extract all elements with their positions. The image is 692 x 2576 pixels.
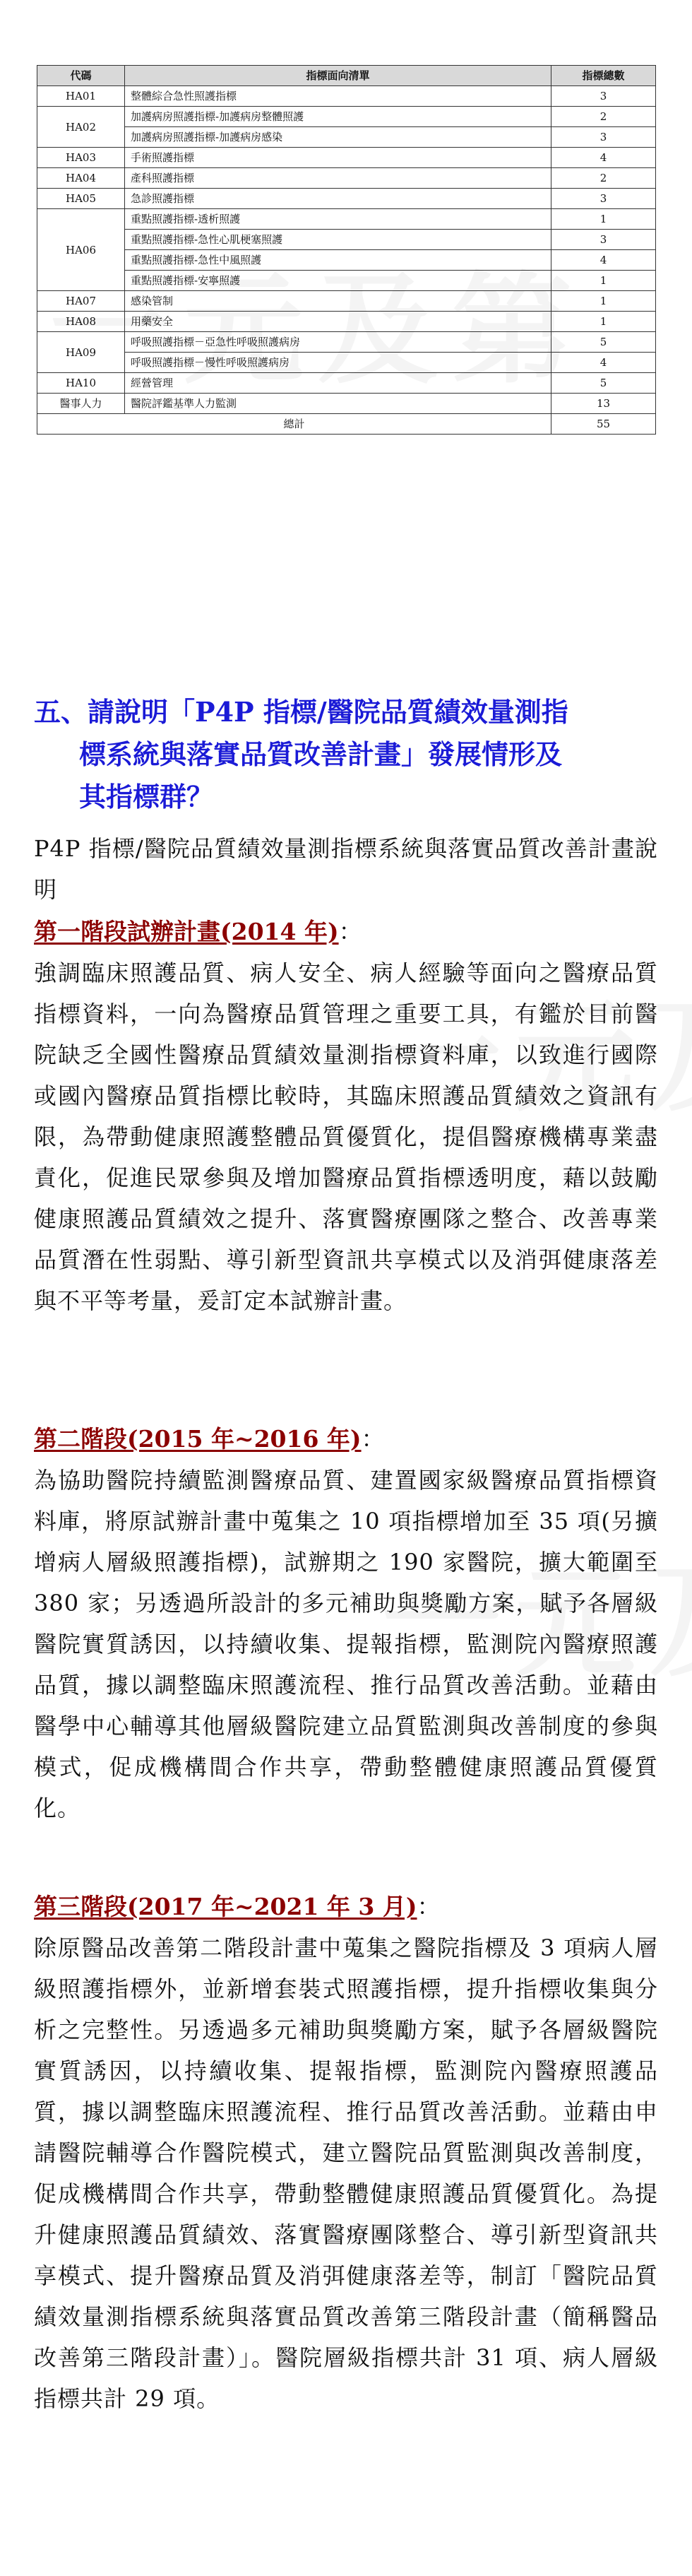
code-cell: HA09	[37, 332, 125, 373]
phase-heading-colon: ：	[361, 1425, 385, 1453]
count-cell: 3	[551, 86, 656, 107]
item-cell: 呼吸照護指標－亞急性呼吸照護病房	[125, 332, 551, 353]
table-row	[37, 332, 656, 353]
total-label: 總計	[37, 414, 551, 435]
phase-heading	[34, 1419, 385, 1460]
count-cell: 4	[551, 250, 656, 271]
count-cell: 1	[551, 271, 656, 291]
code-cell: 醫事人力	[37, 394, 125, 414]
table-row	[37, 291, 656, 312]
count-cell: 13	[551, 394, 656, 414]
header-count: 指標總數	[551, 66, 656, 86]
item-cell: 重點照護指標-透析照護	[125, 209, 551, 230]
header-item: 指標面向清單	[125, 66, 551, 86]
section-title-line3: 其指標群？	[79, 781, 214, 813]
table-row	[37, 168, 656, 189]
item-cell: 重點照護指標-急性心肌梗塞照護	[125, 230, 551, 250]
table-row	[37, 230, 656, 250]
item-cell: 經營管理	[125, 373, 551, 394]
item-cell: 加護病房照護指標-加護病房整體照護	[125, 107, 551, 127]
table-row	[37, 86, 656, 107]
item-cell: 用藥安全	[125, 312, 551, 332]
code-cell: HA03	[37, 148, 125, 168]
section-number: 五、	[34, 696, 88, 728]
item-cell: 感染管制	[125, 291, 551, 312]
phase-heading-colon: ：	[417, 1893, 441, 1920]
code-cell: HA02	[37, 107, 125, 148]
count-cell: 5	[551, 332, 656, 353]
phase-paragraph: 強調臨床照護品質、病人安全、病人經驗等面向之醫療品質指標資料，一向為醫療品質管理之重要工具，有鑑於目前醫院缺乏全國性醫療品質績效量測指標資料庫，以致進行國際或國內醫療品質指標比較時，其臨床照護品質績效之資訊有限，為帶動健康照護整體品質優質化，提倡醫療機構專業盡責化，促進民眾參與及增加醫療品質指標透明度，藉以鼓勵健康照護品質績效之提升、落實醫療團隊之整合、改善專業品質潛在性弱點、導引新型資訊共享模式以及消弭健康落差與不平等考量，爰訂定本試辦計畫。	[34, 959, 658, 1314]
table-row	[37, 312, 656, 332]
count-cell: 2	[551, 107, 656, 127]
table-row	[37, 148, 656, 168]
count-cell: 1	[551, 312, 656, 332]
count-cell: 3	[551, 230, 656, 250]
item-cell: 急診照護指標	[125, 189, 551, 209]
table-row	[37, 189, 656, 209]
count-cell: 3	[551, 127, 656, 148]
total-value: 55	[551, 414, 656, 435]
section-title	[34, 691, 662, 818]
count-cell: 5	[551, 373, 656, 394]
code-cell: HA06	[37, 209, 125, 291]
table-row	[37, 250, 656, 271]
count-cell: 1	[551, 291, 656, 312]
table-row	[37, 353, 656, 373]
table-row	[37, 127, 656, 148]
item-cell: 醫院評鑑基準人力監測	[125, 394, 551, 414]
code-cell: HA05	[37, 189, 125, 209]
count-cell: 4	[551, 353, 656, 373]
item-cell: 重點照護指標-急性中風照護	[125, 250, 551, 271]
phase-heading	[34, 1886, 441, 1927]
count-cell: 1	[551, 209, 656, 230]
item-cell: 整體綜合急性照護指標	[125, 86, 551, 107]
item-cell: 產科照護指標	[125, 168, 551, 189]
table-row	[37, 271, 656, 291]
code-cell: HA04	[37, 168, 125, 189]
phase-heading-text: 第三階段(2017 年~2021 年 3 月)	[34, 1893, 417, 1920]
intro-paragraph: P4P 指標/醫院品質績效量測指標系統與落實品質改善計畫說明	[34, 835, 658, 903]
table-header-row	[37, 66, 656, 86]
code-cell: HA01	[37, 86, 125, 107]
code-cell: HA08	[37, 312, 125, 332]
indicator-summary-table	[37, 65, 656, 435]
phase-paragraph: 為協助醫院持續監測醫療品質、建置國家級醫療品質指標資料庫，將原試辦計畫中蒐集之 10 項指標增加至 35 項(另擴增病人層級照護指標)，試辦期之 190 家醫院，擴大範圍至 380 家；另透過所設計的多元補助與獎勵方案，賦予各層級醫院實質誘因，以持續收集、提報指標，監測院內醫療照護品質，據以調整臨床照護流程、推行品質改善活動。並藉由醫學中心輔導其他層級醫院建立品質監測與改善制度的參與模式，促成機構間合作共享，帶動整體健康照護品質優質化。	[34, 1467, 658, 1821]
table-row	[37, 209, 656, 230]
table-total-row	[37, 414, 656, 435]
table-row	[37, 394, 656, 414]
item-cell: 重點照護指標-安寧照護	[125, 271, 551, 291]
item-cell: 呼吸照護指標－慢性呼吸照護病房	[125, 353, 551, 373]
item-cell: 加護病房照護指標-加護病房感染	[125, 127, 551, 148]
table-row	[37, 373, 656, 394]
phase-paragraph: 除原醫品改善第二階段計畫中蒐集之醫院指標及 3 項病人層級照護指標外，並新增套裝式照護指標，提升指標收集與分析之完整性。另透過多元補助與獎勵方案，賦予各層級醫院實質誘因，以持續收集、提報指標，監測院內醫療照護品質，據以調整臨床照護流程、推行品質改善活動。並藉由申請醫院輔導合作醫院模式，建立醫院品質監測與改善制度，促成機構間合作共享，帶動整體健康照護品質優質化。為提升健康照護品質績效、落實醫療團隊整合、導引新型資訊共享模式、提升醫療品質及消弭健康落差等，制訂「醫院品質績效量測指標系統與落實品質改善第三階段計畫（簡稱醫品改善第三階段計畫）」。醫院層級指標共計 31 項、病人層級指標共計 29 項。	[34, 1934, 658, 2412]
item-cell: 手術照護指標	[125, 148, 551, 168]
count-cell: 2	[551, 168, 656, 189]
count-cell: 4	[551, 148, 656, 168]
table-row	[37, 107, 656, 127]
phase-heading-colon: ：	[338, 918, 362, 945]
header-code: 代碼	[37, 66, 125, 86]
section-title-line2: 標系統與落實品質改善計畫」發展情形及	[79, 738, 563, 770]
phase-heading-text: 第一階段試辦計畫(2014 年)	[34, 918, 339, 945]
count-cell: 3	[551, 189, 656, 209]
phase-heading	[34, 911, 362, 952]
section-title-line1: 請說明「P4P 指標/醫院品質績效量測指	[88, 696, 568, 728]
code-cell: HA07	[37, 291, 125, 312]
phase-heading-text: 第二階段(2015 年~2016 年)	[34, 1425, 362, 1453]
code-cell: HA10	[37, 373, 125, 394]
